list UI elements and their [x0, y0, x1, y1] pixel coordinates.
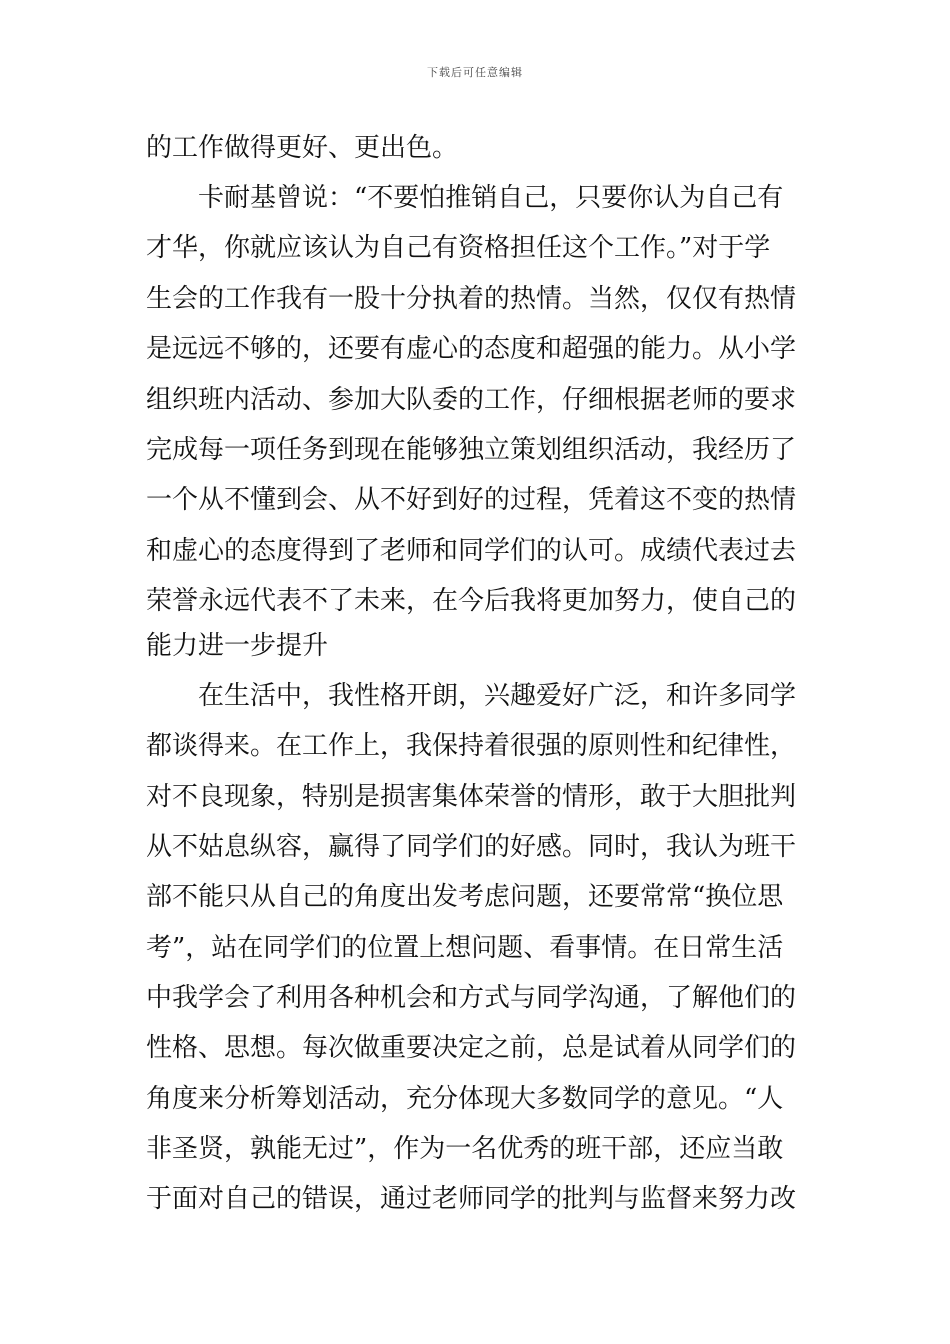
text-line: 性格、思想。每次做重要决定之前，总是试着从同学们的 [146, 1033, 797, 1063]
text-line: 对不良现象，特别是损害集体荣誉的情形，敢于大胆批判 [146, 782, 797, 812]
paragraph-start-line: 在生活中，我性格开朗，兴趣爱好广泛，和许多同学 [198, 681, 797, 711]
text-line: 从不姑息纵容，赢得了同学们的好感。同时，我认为班干 [146, 832, 797, 862]
text-line: 完成每一项任务到现在能够独立策划组织活动，我经历了 [146, 435, 797, 465]
text-line: 的工作做得更好、更出色。 [146, 133, 459, 163]
text-line: 角度来分析筹划活动，充分体现大多数同学的意见。“人 [146, 1084, 784, 1114]
text-line: 非圣贤，孰能无过”，作为一名优秀的班干部，还应当敢 [146, 1134, 784, 1164]
text-line: 组织班内活动、参加大队委的工作，仔细根据老师的要求 [146, 385, 797, 415]
page-header: 下载后可任意编辑 [427, 66, 523, 79]
text-line: 才华，你就应该认为自己有资格担任这个工作。”对于学 [146, 233, 771, 263]
text-line: 是远远不够的，还要有虚心的态度和超强的能力。从小学 [146, 334, 797, 364]
text-line: 荣誉永远代表不了未来，在今后我将更加努力，使自己的 [146, 586, 797, 616]
text-line: 一个从不懂到会、从不好到好的过程，凭着这不变的热情 [146, 485, 797, 515]
text-line: 考”，站在同学们的位置上想问题、看事情。在日常生活 [146, 933, 784, 963]
text-line: 能力进一步提升 [146, 631, 329, 661]
paragraph-start-line: 卡耐基曾说：“不要怕推销自己，只要你认为自己有 [198, 183, 784, 213]
text-line: 生会的工作我有一股十分执着的热情。当然，仅仅有热情 [146, 284, 797, 314]
text-line: 中我学会了利用各种机会和方式与同学沟通，了解他们的 [146, 983, 797, 1013]
text-line: 部不能只从自己的角度出发考虑问题，还要常常“换位思 [146, 882, 784, 912]
text-line: 于面对自己的错误，通过老师同学的批判与监督来努力改 [146, 1184, 797, 1214]
text-line: 和虚心的态度得到了老师和同学们的认可。成绩代表过去 [146, 536, 797, 566]
text-line: 都谈得来。在工作上，我保持着很强的原则性和纪律性， [146, 731, 797, 761]
